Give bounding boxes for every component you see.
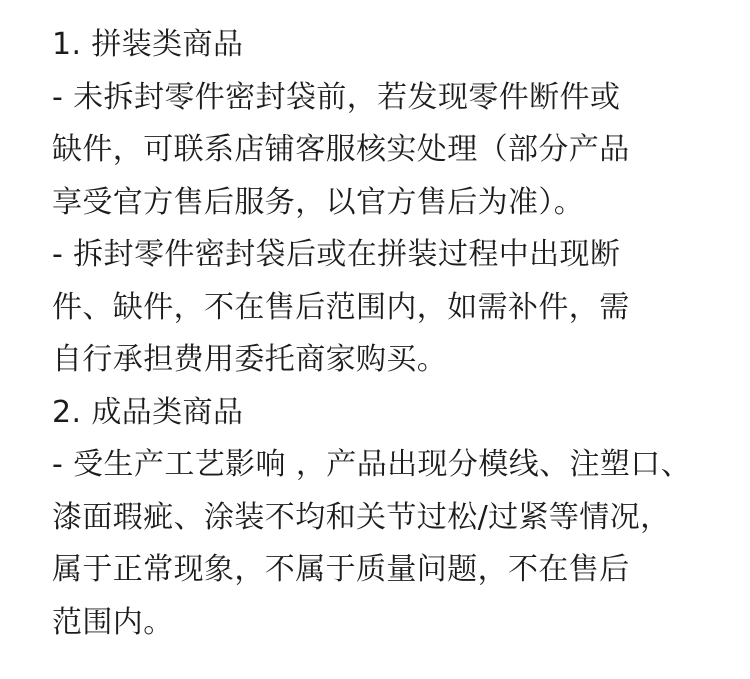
policy-line: 漆面瑕疵、涂装不均和关节过松/过紧等情况， bbox=[52, 499, 671, 535]
policy-line: - 受生产工艺影响 ，产品出现分模线、注塑口、 bbox=[52, 447, 692, 482]
policy-line: - 未拆封零件密封袋前，若发现零件断件或 bbox=[52, 79, 621, 115]
policy-line: 属于正常现象，不属于质量问题，不在售后 bbox=[52, 552, 630, 587]
policy-line: 件、缺件，不在售后范围内，如需补件，需 bbox=[52, 289, 630, 325]
policy-line: 缺件，可联系店铺客服核实处理（部分产品 bbox=[52, 132, 630, 167]
policy-line: 自行承担费用委托商家购买。 bbox=[52, 342, 448, 377]
section-heading-finished-products: 2. 成品类商品 bbox=[52, 394, 244, 430]
policy-line: 享受官方售后服务，以官方售后为准）。 bbox=[52, 184, 585, 220]
policy-line: 范围内。 bbox=[52, 604, 174, 640]
policy-line: - 拆封零件密封袋后或在拼装过程中出现断 bbox=[52, 237, 621, 272]
section-heading-assembly-products: 1. 拼装类商品 bbox=[52, 27, 244, 62]
